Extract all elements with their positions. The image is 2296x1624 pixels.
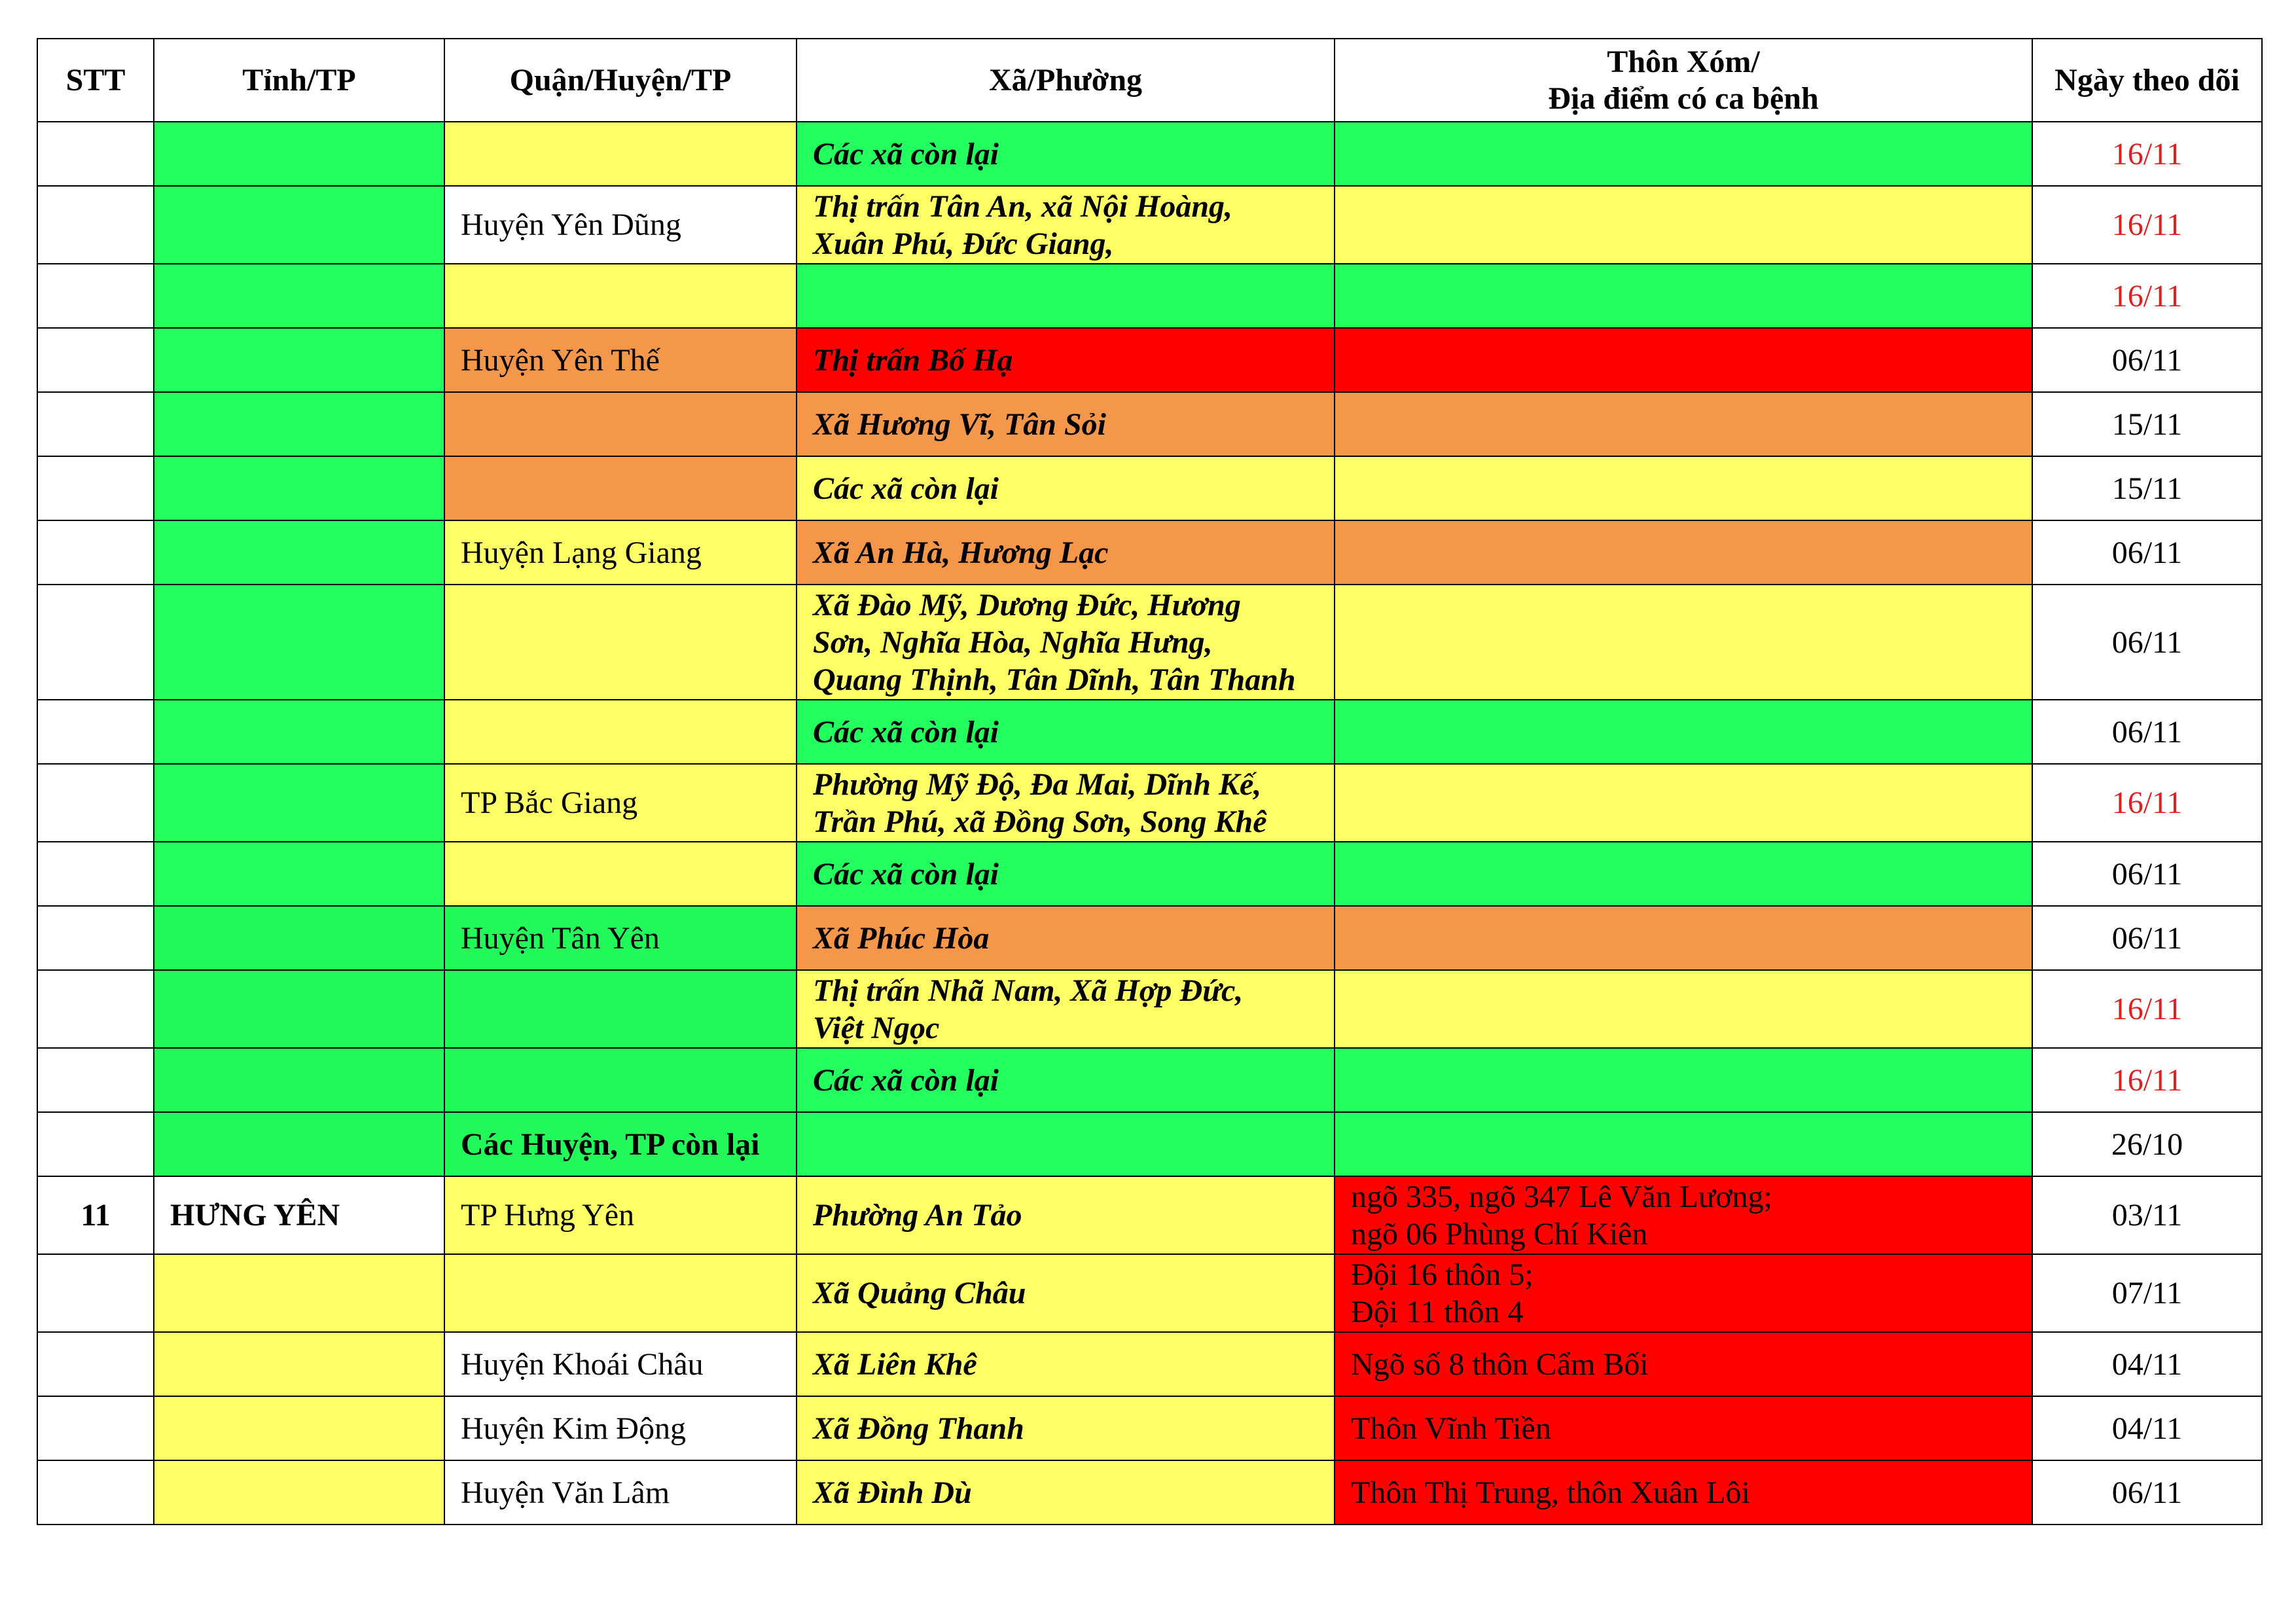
cell-stt	[37, 1332, 154, 1396]
table-row	[37, 520, 2262, 585]
table-row	[37, 122, 2262, 186]
cell-date: 06/11	[2032, 1460, 2262, 1525]
table-row	[37, 1176, 2262, 1254]
cell-date: 16/11	[2032, 1048, 2262, 1112]
cell-province: HƯNG YÊN	[154, 1176, 444, 1254]
cell-date: 06/11	[2032, 328, 2262, 392]
table-row	[37, 186, 2262, 264]
cell-stt	[37, 392, 154, 456]
cell-province	[154, 1460, 444, 1525]
cell-district: Huyện Kim Động	[444, 1396, 797, 1460]
cell-ward: Xã Phúc Hòa	[797, 906, 1335, 970]
cell-province	[154, 906, 444, 970]
cell-ward: Xã An Hà, Hương Lạc	[797, 520, 1335, 585]
cell-ward: Thị trấn Tân An, xã Nội Hoàng, Xuân Phú, Đức Giang,	[797, 186, 1335, 264]
cell-stt	[37, 1254, 154, 1332]
header-row	[37, 39, 2262, 122]
cell-date: 16/11	[2032, 970, 2262, 1048]
cell-ward: Xã Liên Khê	[797, 1332, 1335, 1396]
header-ward: Xã/Phường	[797, 39, 1335, 122]
table-row	[37, 328, 2262, 392]
cell-province	[154, 1112, 444, 1176]
cell-stt	[37, 520, 154, 585]
table-body	[37, 122, 2262, 1525]
cell-district: TP Hưng Yên	[444, 1176, 797, 1254]
cell-ward: Thị trấn Bố Hạ	[797, 328, 1335, 392]
table-row	[37, 906, 2262, 970]
cell-province	[154, 186, 444, 264]
cell-date: 16/11	[2032, 186, 2262, 264]
cell-ward: Các xã còn lại	[797, 700, 1335, 764]
cell-province	[154, 264, 444, 328]
cell-district: Huyện Yên Thế	[444, 328, 797, 392]
header-stt: STT	[37, 39, 154, 122]
cell-location: Đội 16 thôn 5; Đội 11 thôn 4	[1335, 1254, 2032, 1332]
table-row	[37, 392, 2262, 456]
cell-date: 06/11	[2032, 842, 2262, 906]
cell-stt	[37, 970, 154, 1048]
cell-stt	[37, 700, 154, 764]
cell-stt	[37, 906, 154, 970]
cell-date: 04/11	[2032, 1396, 2262, 1460]
cell-province	[154, 1396, 444, 1460]
header-date: Ngày theo dõi	[2032, 39, 2262, 122]
cell-district: TP Bắc Giang	[444, 764, 797, 842]
cell-date: 06/11	[2032, 906, 2262, 970]
cell-date: 15/11	[2032, 392, 2262, 456]
cell-stt: 11	[37, 1176, 154, 1254]
cell-date: 15/11	[2032, 456, 2262, 520]
header-district: Quận/Huyện/TP	[444, 39, 797, 122]
cell-stt	[37, 122, 154, 186]
cell-province	[154, 520, 444, 585]
cell-district	[444, 700, 797, 764]
cell-stt	[37, 1112, 154, 1176]
cell-province	[154, 842, 444, 906]
cell-stt	[37, 328, 154, 392]
cell-ward: Các xã còn lại	[797, 456, 1335, 520]
cell-province	[154, 764, 444, 842]
cell-province	[154, 1048, 444, 1112]
cell-location	[1335, 1048, 2032, 1112]
table-row	[37, 700, 2262, 764]
cell-location: Ngõ số 8 thôn Cẩm Bối	[1335, 1332, 2032, 1396]
cell-ward: Xã Đào Mỹ, Dương Đức, Hương Sơn, Nghĩa Hòa, Nghĩa Hưng, Quang Thịnh, Tân Dĩnh, Tân Thanh	[797, 585, 1335, 700]
cell-ward: Xã Đình Dù	[797, 1460, 1335, 1525]
table-row	[37, 264, 2262, 328]
cell-location	[1335, 585, 2032, 700]
cell-location	[1335, 842, 2032, 906]
cell-district: Huyện Tân Yên	[444, 906, 797, 970]
cell-district	[444, 970, 797, 1048]
cell-ward: Thị trấn Nhã Nam, Xã Hợp Đức, Việt Ngọc	[797, 970, 1335, 1048]
cell-stt	[37, 1460, 154, 1525]
cell-province	[154, 1254, 444, 1332]
cell-location	[1335, 186, 2032, 264]
cell-ward	[797, 1112, 1335, 1176]
cell-province	[154, 585, 444, 700]
cell-stt	[37, 842, 154, 906]
cell-ward: Xã Hương Vĩ, Tân Sỏi	[797, 392, 1335, 456]
cell-ward	[797, 264, 1335, 328]
table-row	[37, 1396, 2262, 1460]
cell-district	[444, 264, 797, 328]
cell-date: 04/11	[2032, 1332, 2262, 1396]
cell-date: 07/11	[2032, 1254, 2262, 1332]
cell-location: Thôn Thị Trung, thôn Xuân Lôi	[1335, 1460, 2032, 1525]
cell-province	[154, 700, 444, 764]
table-row	[37, 456, 2262, 520]
cell-district	[444, 1048, 797, 1112]
cell-ward: Các xã còn lại	[797, 842, 1335, 906]
table-row	[37, 1254, 2262, 1332]
cell-location	[1335, 906, 2032, 970]
cell-stt	[37, 1048, 154, 1112]
cell-location	[1335, 970, 2032, 1048]
cell-stt	[37, 764, 154, 842]
table-row	[37, 1332, 2262, 1396]
cell-district: Các Huyện, TP còn lại	[444, 1112, 797, 1176]
cell-province	[154, 328, 444, 392]
table-row	[37, 585, 2262, 700]
table-row	[37, 1112, 2262, 1176]
cell-district: Huyện Văn Lâm	[444, 1460, 797, 1525]
cell-district: Huyện Lạng Giang	[444, 520, 797, 585]
cell-province	[154, 456, 444, 520]
cell-stt	[37, 456, 154, 520]
header-location: Thôn Xóm/ Địa điểm có ca bệnh	[1335, 39, 2032, 122]
cell-location: Thôn Vĩnh Tiền	[1335, 1396, 2032, 1460]
cell-province	[154, 1332, 444, 1396]
cell-stt	[37, 264, 154, 328]
table-row	[37, 764, 2262, 842]
table-row	[37, 1460, 2262, 1525]
cell-province	[154, 392, 444, 456]
cell-location	[1335, 1112, 2032, 1176]
cell-location	[1335, 328, 2032, 392]
cell-district	[444, 1254, 797, 1332]
cell-location	[1335, 520, 2032, 585]
cell-location	[1335, 764, 2032, 842]
cell-stt	[37, 186, 154, 264]
cell-province	[154, 970, 444, 1048]
table-row	[37, 970, 2262, 1048]
cell-district	[444, 392, 797, 456]
cell-location	[1335, 122, 2032, 186]
cell-location: ngõ 335, ngõ 347 Lê Văn Lương; ngõ 06 Phùng Chí Kiên	[1335, 1176, 2032, 1254]
table-header	[37, 39, 2262, 122]
cell-district	[444, 842, 797, 906]
cell-location	[1335, 392, 2032, 456]
cell-date: 06/11	[2032, 700, 2262, 764]
cell-date: 03/11	[2032, 1176, 2262, 1254]
cell-date: 16/11	[2032, 264, 2262, 328]
cell-location	[1335, 700, 2032, 764]
table-row	[37, 1048, 2262, 1112]
table-row	[37, 842, 2262, 906]
case-tracking-table	[37, 38, 2263, 1525]
cell-ward: Các xã còn lại	[797, 1048, 1335, 1112]
cell-location	[1335, 264, 2032, 328]
cell-date: 06/11	[2032, 520, 2262, 585]
cell-district: Huyện Khoái Châu	[444, 1332, 797, 1396]
cell-date: 06/11	[2032, 585, 2262, 700]
cell-ward: Phường Mỹ Độ, Đa Mai, Dĩnh Kế, Trần Phú, xã Đồng Sơn, Song Khê	[797, 764, 1335, 842]
cell-stt	[37, 1396, 154, 1460]
cell-district	[444, 122, 797, 186]
cell-date: 16/11	[2032, 122, 2262, 186]
cell-ward: Xã Đồng Thanh	[797, 1396, 1335, 1460]
header-province: Tỉnh/TP	[154, 39, 444, 122]
cell-date: 26/10	[2032, 1112, 2262, 1176]
cell-ward: Các xã còn lại	[797, 122, 1335, 186]
cell-ward: Xã Quảng Châu	[797, 1254, 1335, 1332]
cell-ward: Phường An Tảo	[797, 1176, 1335, 1254]
cell-district	[444, 456, 797, 520]
cell-location	[1335, 456, 2032, 520]
cell-district: Huyện Yên Dũng	[444, 186, 797, 264]
cell-date: 16/11	[2032, 764, 2262, 842]
cell-stt	[37, 585, 154, 700]
cell-province	[154, 122, 444, 186]
cell-district	[444, 585, 797, 700]
